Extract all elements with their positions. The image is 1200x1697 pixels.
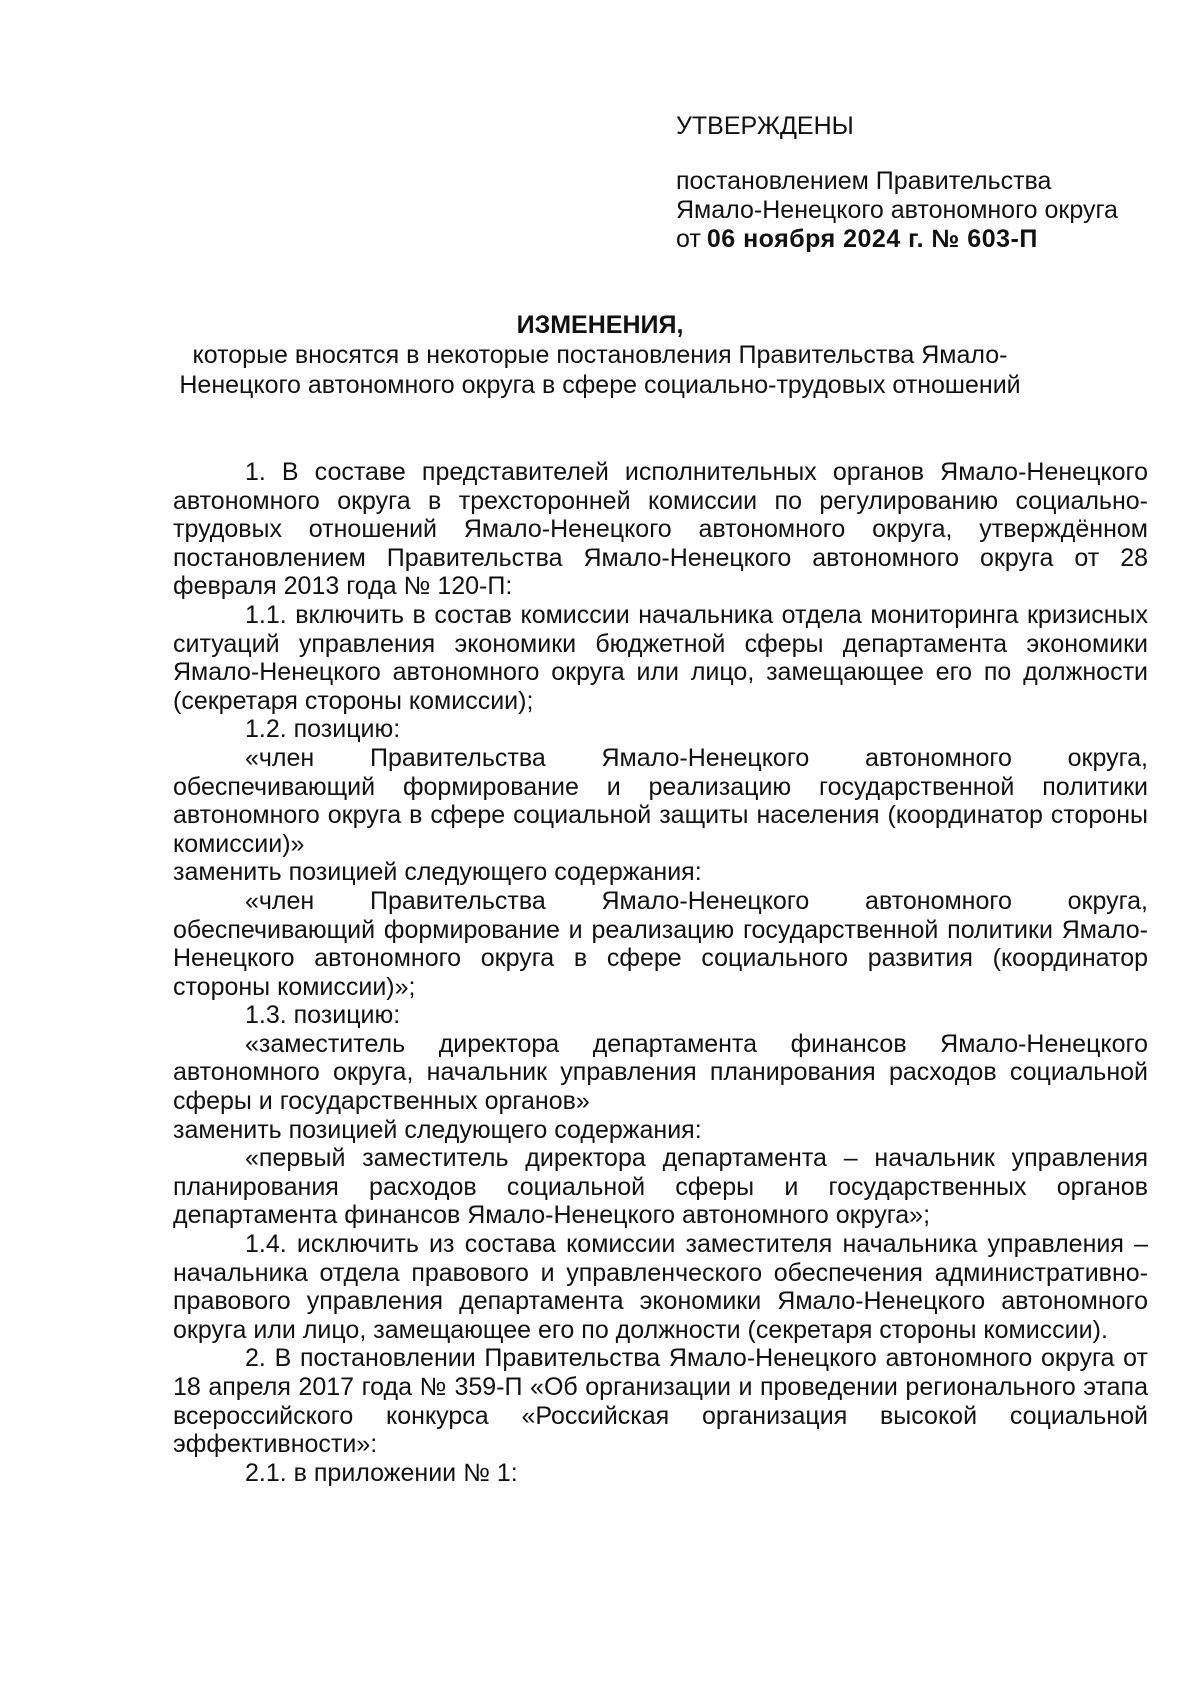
approval-line-2: Ямало-Ненецкого автономного округа: [676, 196, 1118, 224]
paragraph: 2.1. в приложении № 1:: [245, 1458, 518, 1487]
paragraph: 1.1. включить в состав комиссии начальника отдела мониторинга кризисных ситуаций управления экономики бюджетной сферы департамента экономики Ямало-Ненецкого автономного округа или лицо, замещающее его по должности (секретаря стороны комиссии);: [173, 600, 1148, 715]
paragraph: заменить позицией следующего содержания:: [173, 858, 702, 887]
paragraph: 1.2. позицию:: [245, 715, 401, 744]
document-heading: [160, 310, 1040, 400]
approval-line-1: постановлением Правительства: [676, 167, 1052, 195]
paragraph: «первый заместитель директора департамента – начальник управления планирования расходов социальной сферы и государственных органов департамента финансов Ямало-Ненецкого автономного округа»;: [173, 1144, 1148, 1230]
approval-stamp-title: УТВЕРЖДЕНЫ: [676, 112, 854, 140]
approval-block: [676, 112, 1146, 254]
paragraph: заменить позицией следующего содержания:: [173, 1115, 702, 1144]
approval-date-prefix: от: [676, 225, 701, 253]
approval-date-line: [676, 225, 1146, 254]
document-title: ИЗМЕНЕНИЯ,: [516, 311, 684, 339]
approval-date: 06 ноября 2024 г. № 603-П: [706, 225, 1038, 253]
document-subtitle-line-2: Ненецкого автономного округа в сфере социально-трудовых отношений: [179, 371, 1021, 399]
paragraph: 2. В постановлении Правительства Ямало-Ненецкого автономного округа от 18 апреля 2017 года № 359-П «Об организации и проведении регионального этапа всероссийского конкурса «Российская организация высокой социальной эффективности»:: [173, 1344, 1148, 1459]
paragraph: 1. В составе представителей исполнительных органов Ямало-Ненецкого автономного округа в трехсторонней комиссии по регулированию социально-трудовых отношений Ямало-Ненецкого автономного округа, утверждённом постановлением Правительства Ямало-Ненецкого автономного округа от 28 февраля 2013 года № 120-П:: [173, 458, 1148, 601]
document-body: [173, 458, 1148, 1487]
paragraph: 1.4. исключить из состава комиссии заместителя начальника управления – начальника отдела правового и управленческого обеспечения административно-правового управления департамента экономики Ямало-Ненецкого автономного округа или лицо, замещающее его по должности (секретаря стороны комиссии).: [173, 1230, 1148, 1344]
paragraph: «член Правительства Ямало-Ненецкого автономного округа, обеспечивающий формирование и реализацию государственной политики Ямало-Ненецкого автономного округа в сфере социального развития (координатор стороны комиссии)»;: [173, 886, 1148, 1001]
document-subtitle-line-1: которые вносятся в некоторые постановления Правительства Ямало-: [192, 341, 1008, 369]
paragraph: «член Правительства Ямало-Ненецкого автономного округа, обеспечивающий формирование и реализацию государственной политики автономного округа в сфере социальной защиты населения (координатор стороны комиссии)»: [173, 743, 1148, 858]
paragraph: 1.3. позицию:: [245, 1001, 401, 1030]
paragraph: «заместитель директора департамента финансов Ямало-Ненецкого автономного округа, начальник управления планирования расходов социальной сферы и государственных органов»: [173, 1029, 1148, 1116]
